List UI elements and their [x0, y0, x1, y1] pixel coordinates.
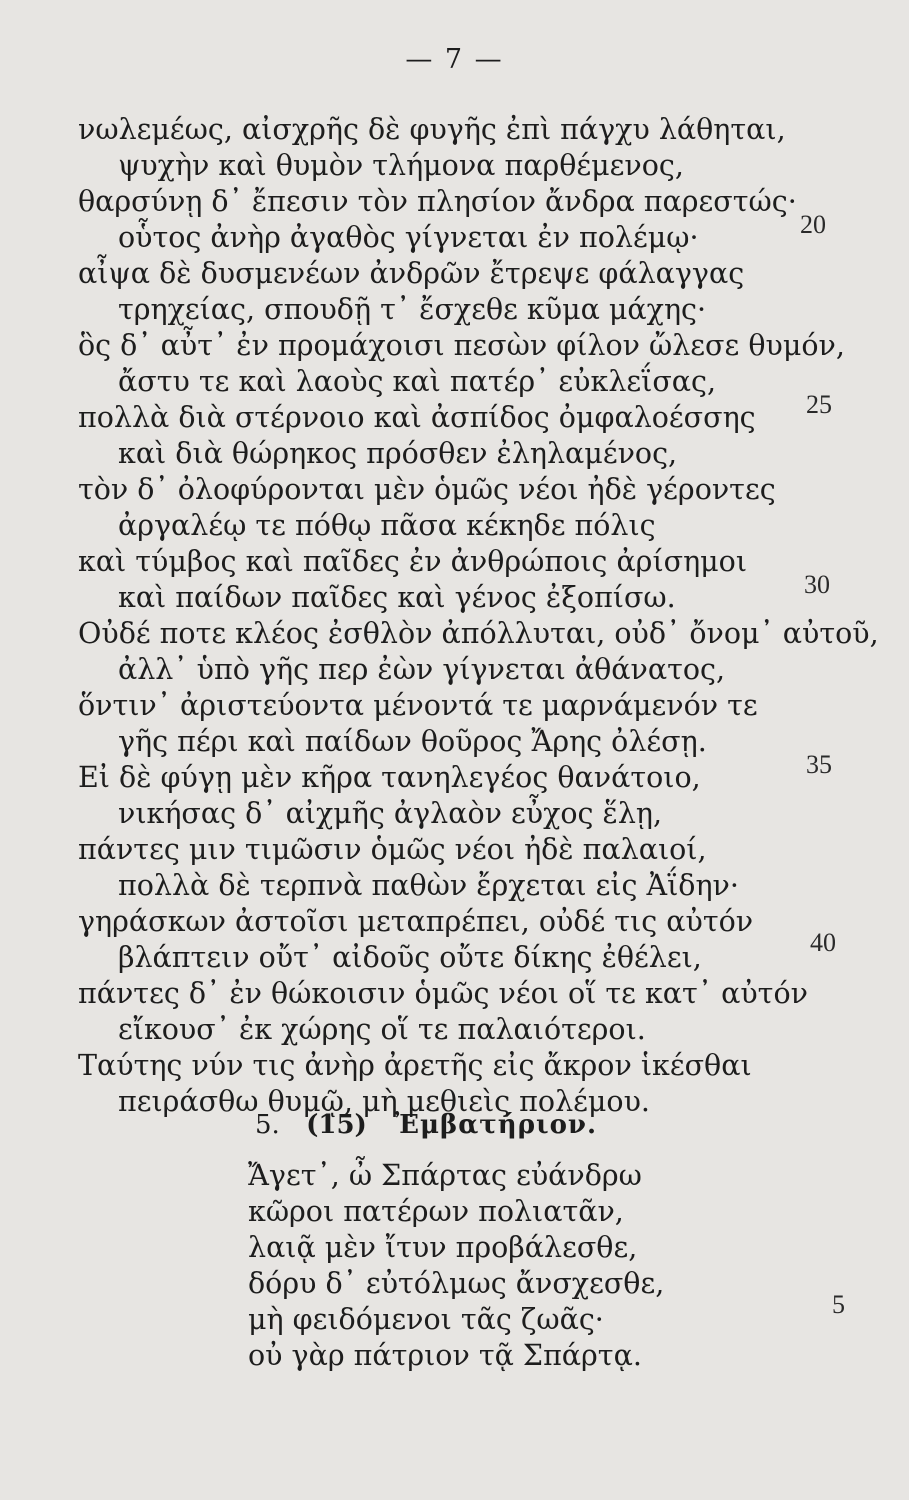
line-number: 35	[806, 750, 832, 779]
verse-line: πολλὰ διὰ στέρνοιο καὶ ἀσπίδος ὀμφαλοέσσης	[78, 401, 756, 434]
verse-line: Εἰ δὲ φύγῃ μὲν κῆρα τανηλεγέος θανάτοιο,	[78, 761, 701, 794]
verse-line: ἀργαλέῳ τε πόθῳ πᾶσα κέκηδε πόλις	[118, 509, 656, 542]
verse-line: πολλὰ δὲ τερπνὰ παθὼν ἔρχεται εἰς Ἀΐδην·	[118, 869, 739, 902]
section-number: 5.	[255, 1110, 280, 1140]
verse-line: τὸν δ᾽ ὀλοφύρονται μὲν ὁμῶς νέοι ἠδὲ γέροντες	[78, 473, 776, 506]
page-number: — 7 —	[405, 44, 504, 75]
line-number: 20	[800, 210, 826, 239]
verse-line: θαρσύνῃ δ᾽ ἔπεσιν τὸν πλησίον ἄνδρα παρεστώς·	[78, 185, 797, 218]
verse-line: αἶψα δὲ δυσμενέων ἀνδρῶν ἔτρεψε φάλαγγας	[78, 257, 745, 290]
verse-line: πάντες μιν τιμῶσιν ὁμῶς νέοι ἠδὲ παλαιοί,	[78, 833, 707, 866]
section-title: Ἐμβατήριον.	[395, 1110, 598, 1140]
line-number: 30	[804, 570, 830, 599]
verse-line: νωλεμέως, αἰσχρῆς δὲ φυγῆς ἐπὶ πάγχυ λάθηται,	[78, 113, 786, 146]
verse-line: οὗτος ἀνὴρ ἀγαθὸς γίγνεται ἐν πολέμῳ·	[118, 221, 699, 254]
verse-line: ὃς δ᾽ αὖτ᾽ ἐν προμάχοισι πεσὼν φίλον ὤλεσε θυμόν,	[78, 329, 845, 362]
verse-line: εἴκουσ᾽ ἐκ χώρης οἵ τε παλαιότεροι.	[118, 1013, 646, 1046]
verse-line: Ἄγετ᾽, ὦ Σπάρτας εὐάνδρω	[248, 1159, 642, 1192]
line-number: 40	[810, 928, 836, 957]
verse-line: ἀλλ᾽ ὑπὸ γῆς περ ἐὼν γίγνεται ἀθάνατος,	[118, 653, 726, 686]
verse-line: λαιᾷ μὲν ἴτυν προβάλεσθε,	[248, 1231, 638, 1264]
section-code: (15)	[306, 1110, 367, 1140]
verse-line: καὶ διὰ θώρηκος πρόσθεν ἐληλαμένος,	[118, 437, 678, 470]
verse-line: πειράσθω θυμῷ, μὴ μεθιεὶς πολέμου.	[118, 1085, 650, 1118]
verse-line: μὴ φειδόμενοι τᾶς ζωᾶς·	[248, 1303, 604, 1336]
verse-line: ὅντιν᾽ ἀριστεύοντα μένοντά τε μαρνάμενόν τε	[78, 689, 758, 722]
line-number: 25	[806, 390, 832, 419]
verse-line: τρηχείας, σπουδῇ τ᾽ ἔσχεθε κῦμα μάχης·	[118, 293, 707, 326]
verse-line: οὐ γὰρ πάτριον τᾷ Σπάρτᾳ.	[248, 1339, 642, 1372]
verse-line: δόρυ δ᾽ εὐτόλμως ἄνσχεσθε,	[248, 1267, 665, 1300]
verse-line: ἄστυ τε καὶ λαοὺς καὶ πατέρ᾽ εὐκλεΐσας,	[118, 365, 717, 398]
verse-line: Οὐδέ ποτε κλέος ἐσθλὸν ἀπόλλυται, οὐδ᾽ ὄνομ᾽ αὐτοῦ,	[78, 617, 879, 650]
verse-line: νικήσας δ᾽ αἰχμῆς ἀγλαὸν εὖχος ἕλῃ,	[118, 797, 663, 830]
line-number: 5	[832, 1290, 845, 1319]
section-heading	[255, 1110, 597, 1140]
verse-line: ψυχὴν καὶ θυμὸν τλήμονα παρθέμενος,	[118, 149, 684, 182]
verse-line: κῶροι πατέρων πολιατᾶν,	[248, 1195, 624, 1228]
verse-line: Ταύτης νύν τις ἀνὴρ ἀρετῆς εἰς ἄκρον ἱκέσθαι	[78, 1049, 752, 1082]
verse-line: γῆς πέρι καὶ παίδων θοῦρος Ἄρης ὀλέσῃ.	[118, 725, 707, 758]
verse-line: καὶ τύμβος καὶ παῖδες ἐν ἀνθρώποις ἀρίσημοι	[78, 545, 747, 578]
verse-line: καὶ παίδων παῖδες καὶ γένος ἐξοπίσω.	[118, 581, 676, 614]
verse-line: γηράσκων ἀστοῖσι μεταπρέπει, οὐδέ τις αὐτόν	[78, 905, 754, 938]
verse-line: πάντες δ᾽ ἐν θώκοισιν ὁμῶς νέοι οἵ τε κατ᾽ αὐτόν	[78, 977, 808, 1010]
verse-line: βλάπτειν οὔτ᾽ αἰδοῦς οὔτε δίκης ἐθέλει,	[118, 941, 702, 974]
